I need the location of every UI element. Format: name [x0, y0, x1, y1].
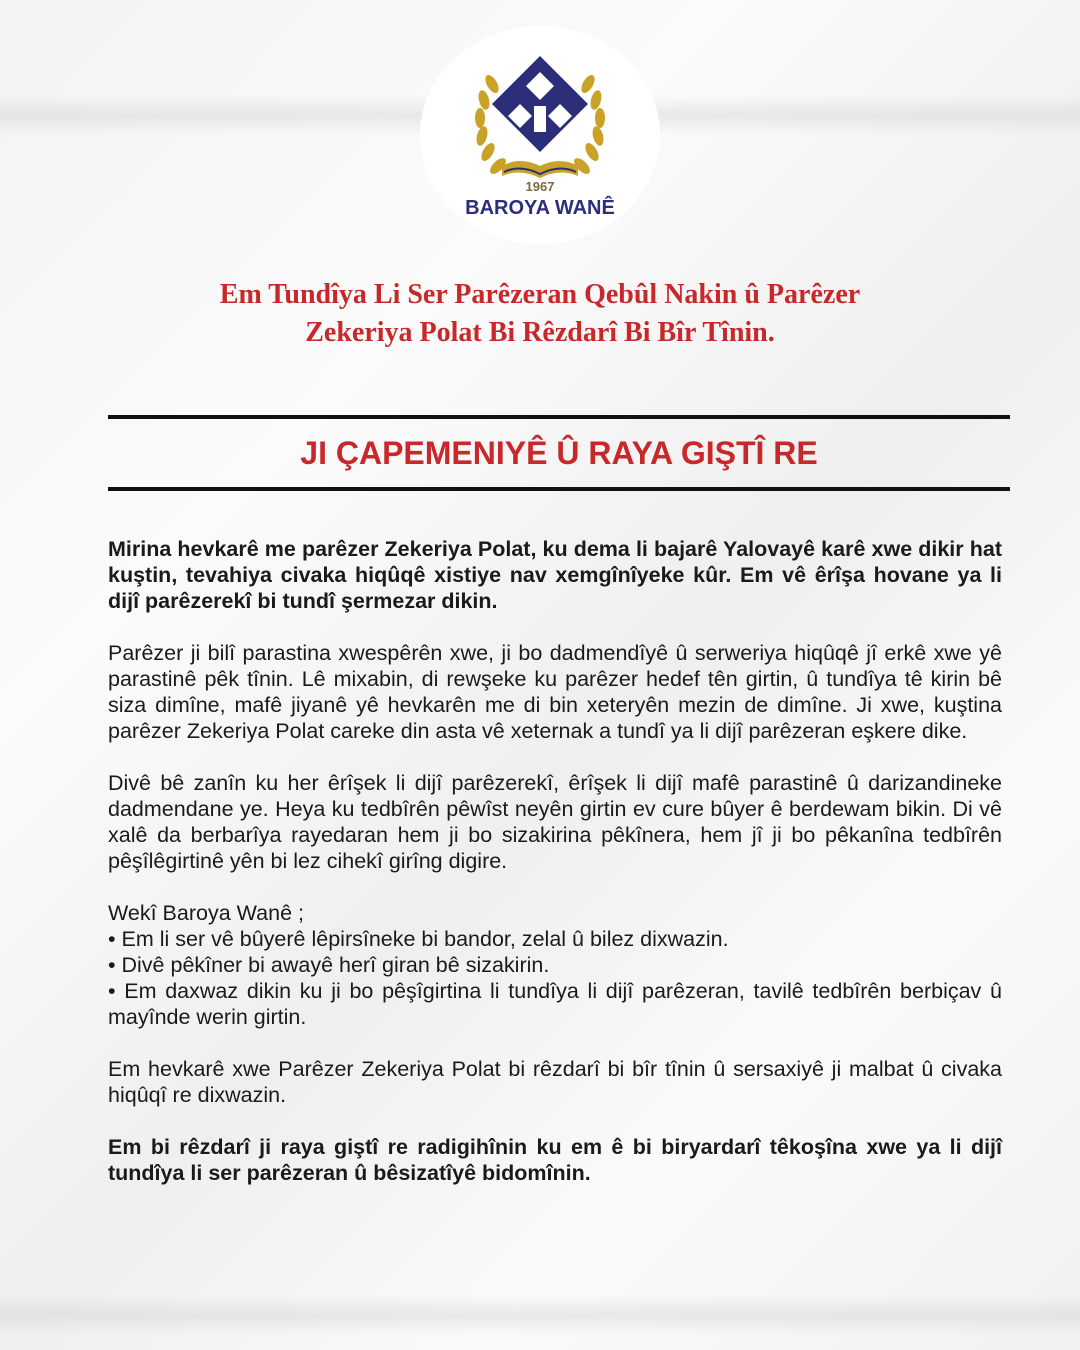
background-fold: [0, 1295, 1080, 1335]
paragraph-4: Em hevkarê xwe Parêzer Zekeriya Polat bi rêzdarî bi bîr tînin û sersaxiyê ji malbat û civaka hiqûqî re dixwazin.: [108, 1057, 1002, 1107]
headline-line-1: Em Tundîya Li Ser Parêzeran Qebûl Nakin û Parêzer: [219, 279, 861, 310]
logo-name: BAROYA WANÊ: [465, 197, 615, 219]
logo-emblem-icon: [420, 26, 660, 244]
list-item: • Em li ser vê bûyerê lêpirsîneke bi bandor, zelal û bilez dixwazin.: [108, 927, 729, 951]
paragraph-3: Divê bê zanîn ku her êrîşek li dijî parêzerekî, êrîşek li dijî mafê parastinê û darizandineke dadmendane ye. Heya ku tedbîrên pêwîst neyên girtin ev cure bûyer ê berdewam bikin. Di vê xalê da berbarîya rayedaran hem ji bo sizakirina pêkînera, hem jî ji bo pêkanîna tedbîrên pêşîlêgirtinê yên bi lez cihekî girîng digire.: [108, 771, 1002, 873]
paragraph-closing: Em bi rêzdarî ji raya giştî re radigihînin ku em ê bi biryardarî têkoşîna xwe ya li dijî tundîya li ser parêzeran û bêsizatîyê bidomînin.: [108, 1135, 1002, 1185]
divider-top: [108, 415, 1010, 419]
list-item: • Divê pêkîner bi awayê herî giran bê sizakirin.: [108, 953, 550, 977]
paragraph-intro: Mirina hevkarê me parêzer Zekeriya Polat, ku dema li bajarê Yalovayê karê xwe dikir hat kuştin, tevahiya civaka hiqûqê xistiye nav xemgînîyeke kûr. Em vê êrîşa hovane ya li dijî parêzerekî bi tundî şermezar dikin.: [108, 537, 1002, 613]
section-title: JI ÇAPEMENIYÊ Û RAYA GIŞTÎ RE: [300, 435, 818, 471]
paragraph-2: Parêzer ji bilî parastina xwespêrên xwe, ji bo dadmendîyê û serweriya hiqûqê jî erkê xwe yê parastinê pêk tînin. Lê mixabin, di rewşeke ku parêzer hedef tên girtin, û tundîya tê kirin bê siza dimîne, mafê jiyanê yê hevkarên me di bin xeteryên mezin de dimîne. Ji xwe, kuştina parêzer Zekeriya Polat careke din asta vê xeternak a tundî ya li dijî parêzeran eşkere dike.: [108, 641, 1002, 743]
logo-year: 1967: [525, 179, 555, 194]
demands-list: [108, 926, 1002, 1030]
divider-bottom: [108, 487, 1010, 491]
bar-association-logo: [420, 26, 660, 244]
headline-line-2: Zekeriya Polat Bi Rêzdarî Bi Bîr Tînin.: [305, 317, 775, 348]
page-headline: [120, 276, 960, 352]
statement-body: [108, 536, 1002, 1212]
list-intro: Wekî Baroya Wanê ;: [108, 901, 304, 925]
list-item: • Em daxwaz dikin ku ji bo pêşîgirtina li tundîya li dijî parêzeran, tavilê tedbîrên berbiçav û mayînde werin girtin.: [108, 979, 1002, 1029]
